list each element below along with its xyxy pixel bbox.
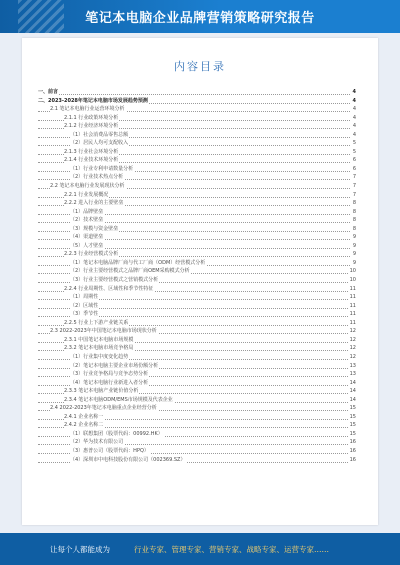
toc-entry-page-number: 15 — [349, 413, 356, 420]
toc-entry[interactable] — [38, 370, 356, 379]
toc-entry[interactable] — [38, 344, 356, 353]
toc-entry[interactable] — [38, 225, 356, 234]
document-page — [22, 38, 378, 525]
toc-entry-page-number: 15 — [349, 430, 356, 437]
toc-entry[interactable] — [38, 276, 356, 285]
toc-entry-page-number: 10 — [349, 268, 356, 275]
toc-entry[interactable] — [38, 310, 356, 319]
table-of-contents — [38, 88, 356, 464]
toc-entry-label: （2）技术壁垒 — [70, 217, 104, 224]
toc-entry-page-number: 14 — [349, 388, 356, 395]
report-title: 笔记本电脑企业品牌营销策略研究报告 — [85, 11, 315, 26]
toc-entry-label: （4）深圳市中电科技股份有限公司（002369.SZ） — [70, 456, 186, 463]
toc-entry-page-number: 9 — [352, 242, 356, 249]
toc-entry[interactable] — [38, 105, 356, 114]
toc-entry-label: （1）社会消费品零售总额 — [70, 131, 129, 138]
toc-entry-label: 2.1.4 行业技术环境分析 — [64, 157, 119, 164]
toc-entry[interactable] — [38, 404, 356, 413]
toc-entry-page-number: 6 — [352, 165, 356, 172]
toc-entry-page-number: 16 — [349, 439, 356, 446]
toc-entry-label: 2.1.1 行业政策环境分析 — [64, 114, 119, 121]
toc-entry-page-number: 12 — [349, 328, 356, 335]
toc-entry-page-number: 11 — [349, 294, 356, 301]
toc-entry-label: （5）人才壁垒 — [70, 242, 104, 249]
toc-heading: 内容目录 — [174, 60, 226, 73]
toc-entry[interactable] — [38, 362, 356, 371]
toc-entry-label: （3）规模与资金壁垒 — [70, 225, 119, 232]
toc-entry-page-number: 5 — [352, 140, 356, 147]
toc-entry-page-number: 4 — [352, 89, 356, 95]
toc-entry[interactable] — [38, 216, 356, 225]
toc-entry[interactable] — [38, 396, 356, 405]
toc-entry-page-number: 4 — [352, 106, 356, 113]
toc-entry[interactable] — [38, 302, 356, 311]
toc-entry-label: 2.3.2 笔记本电脑市场竞争格局 — [64, 345, 134, 352]
toc-entry-label: （1）联想集团（股票代码：00992.HK） — [70, 430, 163, 437]
toc-entry[interactable] — [38, 191, 356, 200]
toc-entry-page-number: 10 — [349, 277, 356, 284]
toc-entry-label: 2.4.1 企业名称一 — [64, 413, 104, 420]
toc-entry[interactable] — [38, 148, 356, 157]
toc-entry-label: 2.2.5 行业上下游产业链关系 — [64, 319, 129, 326]
toc-entry-label: （1）行业集中度变化趋势 — [70, 353, 129, 360]
toc-entry-page-number: 9 — [352, 251, 356, 258]
toc-entry-page-number: 15 — [349, 405, 356, 412]
toc-entry-label: 2.1 笔记本电脑行业运营环境分析 — [50, 106, 125, 113]
toc-entry[interactable] — [38, 267, 356, 276]
toc-entry[interactable] — [38, 379, 356, 388]
toc-entry[interactable] — [38, 438, 356, 447]
toc-entry[interactable] — [38, 114, 356, 123]
toc-entry-page-number: 8 — [352, 217, 356, 224]
toc-entry-label: （2）居民人均可支配收入 — [70, 140, 129, 147]
toc-entry[interactable] — [38, 456, 356, 465]
toc-entry-page-number: 13 — [349, 371, 356, 378]
toc-entry-label: （1）品牌壁垒 — [70, 208, 104, 215]
toc-entry[interactable] — [38, 199, 356, 208]
toc-entry-label: 2.3.4 笔记本电脑ODM/EMS市场规模及代表企业 — [64, 396, 173, 403]
toc-entry-label: （1）周期性 — [70, 294, 99, 301]
toc-entry-label: 2.3.3 笔记本电脑产业链价值分析 — [64, 388, 139, 395]
toc-entry-label: 2.2.1 行业发展概况 — [64, 191, 109, 198]
toc-entry-label: （2）行业主要经营模式之品牌厂商OEM采购模式分析 — [70, 268, 190, 275]
toc-entry-label: 2.3.1 中国笔记本电脑市场规模 — [64, 336, 134, 343]
toc-entry[interactable] — [38, 336, 356, 345]
toc-entry-page-number: 7 — [352, 174, 356, 181]
toc-leader-dots — [38, 94, 350, 95]
toc-entry-label: （1）笔记本电脑品牌厂商与代工厂商（ODM）经营模式分析 — [70, 259, 206, 266]
toc-entry[interactable] — [38, 122, 356, 131]
toc-entry[interactable] — [38, 208, 356, 217]
toc-entry-label: （4）笔记本电脑行业新进入者分析 — [70, 379, 149, 386]
toc-entry-label: （3）季节性 — [70, 311, 99, 318]
toc-entry[interactable] — [38, 88, 356, 97]
toc-entry-label: 二、2023-2028年笔记本电脑市场发展趋势预测 — [38, 97, 148, 104]
toc-entry-label: （3）惠普公司（股票代码：HPQ） — [70, 447, 149, 454]
report-footer-banner — [0, 533, 400, 565]
toc-entry-label: （1）行业专利申请数量分析 — [70, 165, 134, 172]
toc-entry[interactable] — [38, 233, 356, 242]
footer-slogan-right: 行业专家、管理专家、营销专家、战略专家、运营专家…… — [134, 545, 329, 554]
toc-entry[interactable] — [38, 327, 356, 336]
toc-entry-page-number: 8 — [352, 208, 356, 215]
toc-entry-page-number: 11 — [349, 311, 356, 318]
toc-entry-page-number: 11 — [349, 302, 356, 309]
toc-entry-label: 2.1.2 行业经济环境分析 — [64, 123, 119, 130]
toc-entry-page-number: 6 — [352, 157, 356, 164]
toc-entry-page-number: 13 — [349, 362, 356, 369]
toc-entry-page-number: 15 — [349, 422, 356, 429]
toc-entry[interactable] — [38, 156, 356, 165]
toc-entry-label: 2.2 笔记本电脑行业发展现状分析 — [50, 183, 125, 190]
toc-entry[interactable] — [38, 250, 356, 259]
toc-entry[interactable] — [38, 447, 356, 456]
toc-entry-page-number: 9 — [352, 259, 356, 266]
toc-entry-page-number: 14 — [349, 396, 356, 403]
toc-entry-label: （2）华为技术有限公司 — [70, 439, 124, 446]
toc-entry[interactable] — [38, 173, 356, 182]
toc-entry-label: （4）渠道壁垒 — [70, 234, 104, 241]
toc-entry-page-number: 8 — [352, 225, 356, 232]
toc-entry-label: （2）区域性 — [70, 302, 99, 309]
toc-entry[interactable] — [38, 139, 356, 148]
toc-entry[interactable] — [38, 242, 356, 251]
toc-entry[interactable] — [38, 319, 356, 328]
toc-entry-label: 2.2.2 进入行业的主要壁垒 — [64, 200, 124, 207]
toc-entry-label: 2.4.2 企业名称二 — [64, 422, 104, 429]
toc-entry-page-number: 12 — [349, 345, 356, 352]
toc-entry-page-number: 4 — [352, 131, 356, 138]
toc-entry-page-number: 12 — [349, 336, 356, 343]
toc-entry-label: 2.2.4 行业周期性、区域性和季节性特征 — [64, 285, 154, 292]
toc-entry-label: （3）行业主要经营模式之营销模式分析 — [70, 277, 159, 284]
toc-entry[interactable] — [38, 165, 356, 174]
toc-entry-page-number: 9 — [352, 234, 356, 241]
toc-entry-label: （2）笔记本电脑主要企业市场份额分析 — [70, 362, 159, 369]
report-header-banner — [0, 0, 400, 33]
toc-entry-page-number: 16 — [349, 447, 356, 454]
toc-entry[interactable] — [38, 387, 356, 396]
toc-entry-page-number: 11 — [349, 285, 356, 292]
toc-entry-page-number: 4 — [352, 97, 356, 104]
toc-entry-page-number: 7 — [352, 183, 356, 190]
toc-entry-label: 2.2.3 行业经营模式分析 — [64, 251, 119, 258]
toc-entry[interactable] — [38, 353, 356, 362]
toc-entry-label: （3）行业竞争格局与竞争态势分析 — [70, 371, 149, 378]
toc-entry-page-number: 4 — [352, 114, 356, 121]
toc-entry-page-number: 16 — [349, 456, 356, 463]
toc-entry[interactable] — [38, 131, 356, 140]
toc-entry-label: （2）行业技术热点分析 — [70, 174, 124, 181]
toc-entry-page-number: 7 — [352, 191, 356, 198]
toc-entry[interactable] — [38, 421, 356, 430]
toc-entry[interactable] — [38, 97, 356, 106]
toc-entry[interactable] — [38, 430, 356, 439]
toc-entry[interactable] — [38, 293, 356, 302]
toc-entry-page-number: 8 — [352, 200, 356, 207]
toc-entry-page-number: 11 — [349, 319, 356, 326]
toc-entry-label: 2.1.3 行业社会环境分析 — [64, 148, 119, 155]
toc-entry-page-number: 12 — [349, 353, 356, 360]
toc-entry[interactable] — [38, 182, 356, 191]
toc-entry-label: 一、前言 — [38, 89, 59, 95]
footer-slogan-left: 让每个人都能成为 — [50, 545, 110, 554]
toc-entry-page-number: 4 — [352, 123, 356, 130]
toc-entry-page-number: 5 — [352, 148, 356, 155]
toc-entry-page-number: 14 — [349, 379, 356, 386]
toc-entry[interactable] — [38, 413, 356, 422]
toc-entry[interactable] — [38, 285, 356, 294]
toc-entry-label: 2.3 2022-2023年中国笔记本电脑市场现状分析 — [50, 328, 157, 335]
toc-entry-label: 2.4 2022-2023年笔记本电脑重点企业经营分析 — [50, 405, 157, 412]
toc-entry[interactable] — [38, 259, 356, 268]
